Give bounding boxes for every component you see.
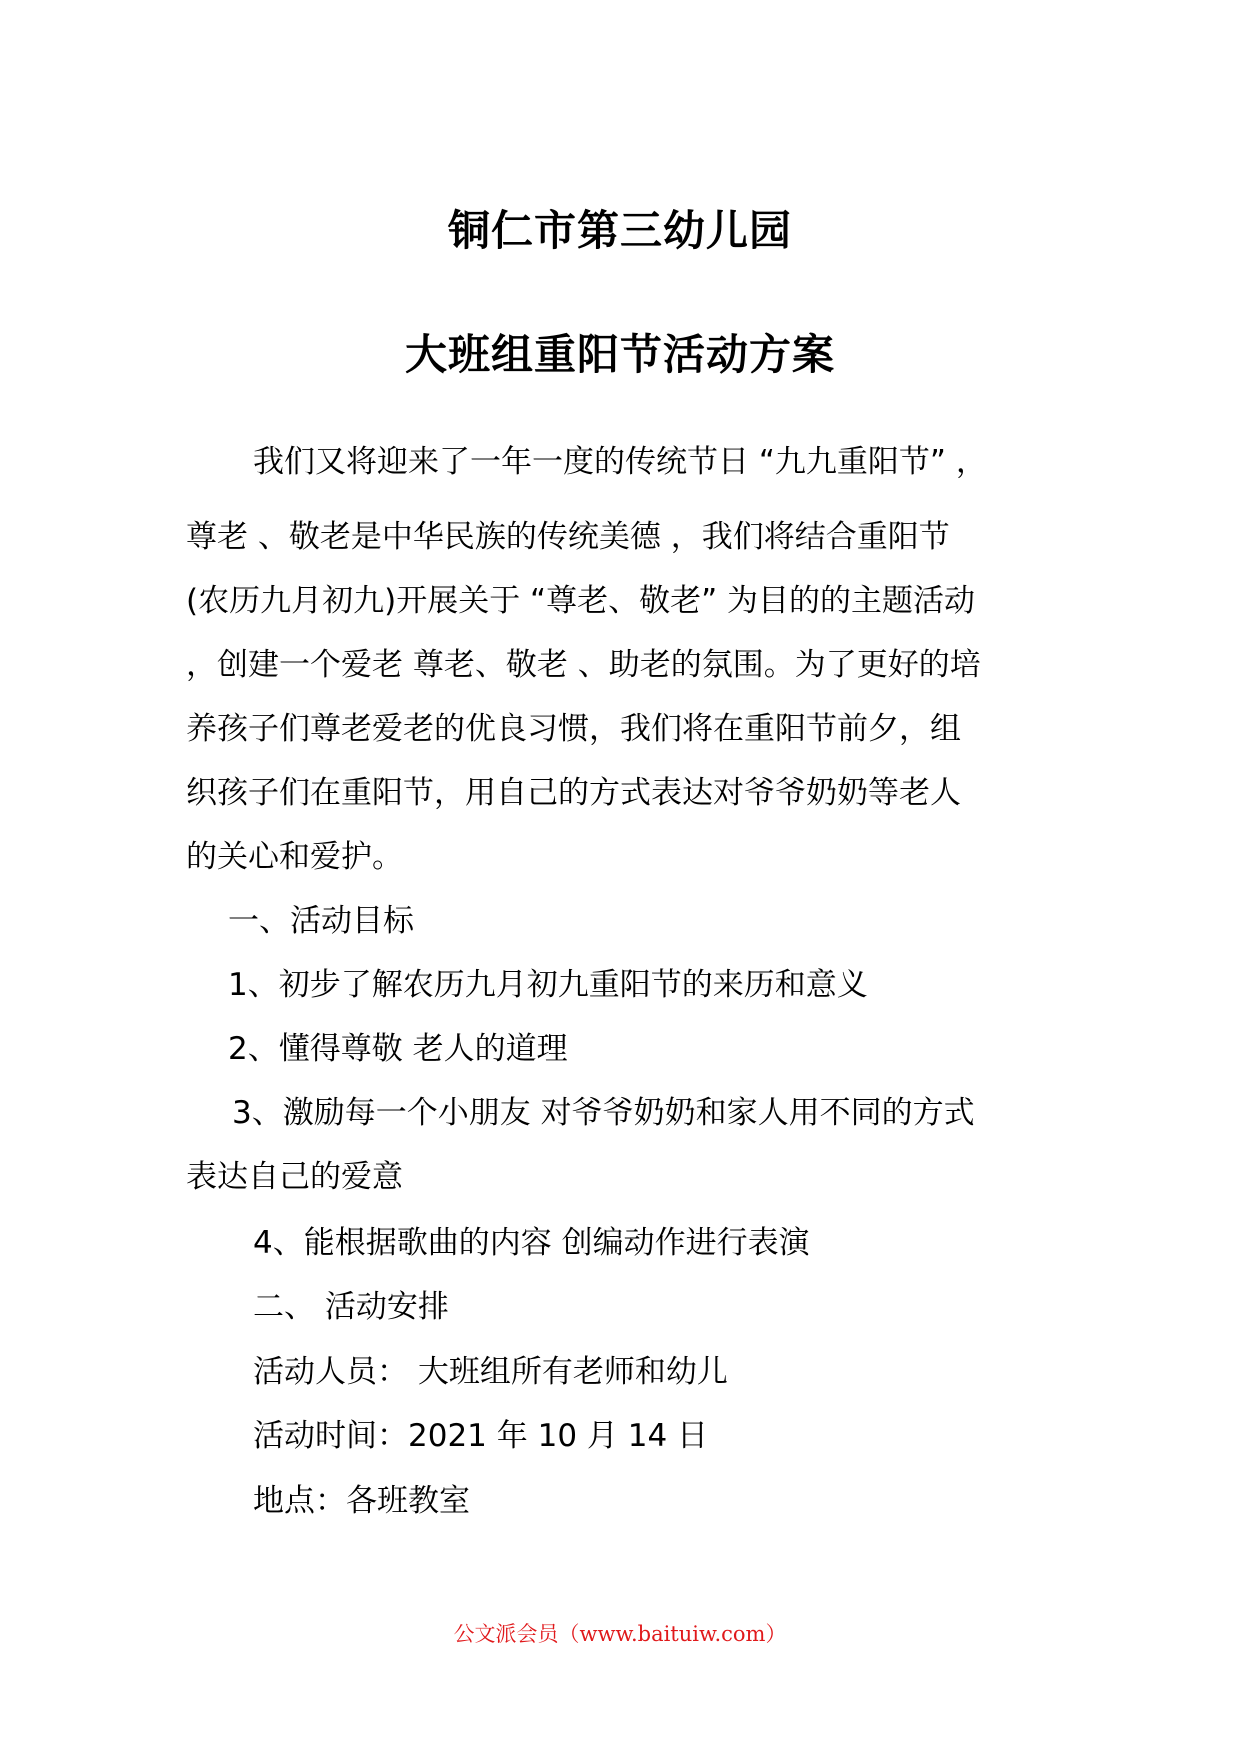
section-heading-goals: 一、活动目标 <box>228 903 414 939</box>
document-title-plan: 大班组重阳节活动方案 <box>404 330 835 379</box>
goal-item-1: 1、初步了解农历九月初九重阳节的来历和意义 <box>228 967 868 1003</box>
participants-line: 活动人员： 大班组所有老师和幼儿 <box>253 1354 728 1390</box>
goal-item-3-line-1: 3、激励每一个小朋友 对爷爷奶奶和家人用不同的方式 <box>232 1095 975 1131</box>
document-title-school: 铜仁市第三幼儿园 <box>447 206 792 255</box>
intro-line-2: 尊老 、敬老是中华民族的传统美德 ，我们将结合重阳节 <box>186 519 950 555</box>
intro-line-3: (农历九月初九)开展关于 “尊老、敬老” 为目的的主题活动 <box>186 583 976 619</box>
intro-line-4: ，创建一个爱老 尊老、敬老 、助老的氛围。为了更好的培 <box>186 647 981 683</box>
goal-item-4: 4、能根据歌曲的内容 创编动作进行表演 <box>253 1225 810 1261</box>
section-heading-arrangement: 二、 活动安排 <box>253 1289 449 1325</box>
time-line: 活动时间：2021 年 10 月 14 日 <box>253 1418 709 1454</box>
goal-item-3-line-2: 表达自己的爱意 <box>186 1159 403 1195</box>
intro-line-1: 我们又将迎来了一年一度的传统节日 “九九重阳节” ， <box>253 444 987 480</box>
intro-line-7: 的关心和爱护。 <box>186 839 403 875</box>
footer-watermark-text: 公文派会员（www.baituiw.com） <box>453 1622 787 1646</box>
intro-line-5: 养孩子们尊老爱老的优良习惯，我们将在重阳节前夕，组 <box>186 711 961 747</box>
goal-item-2: 2、懂得尊敬 老人的道理 <box>228 1031 568 1067</box>
location-line: 地点：各班教室 <box>253 1483 470 1519</box>
intro-line-6: 织孩子们在重阳节，用自己的方式表达对爷爷奶奶等老人 <box>186 775 961 811</box>
